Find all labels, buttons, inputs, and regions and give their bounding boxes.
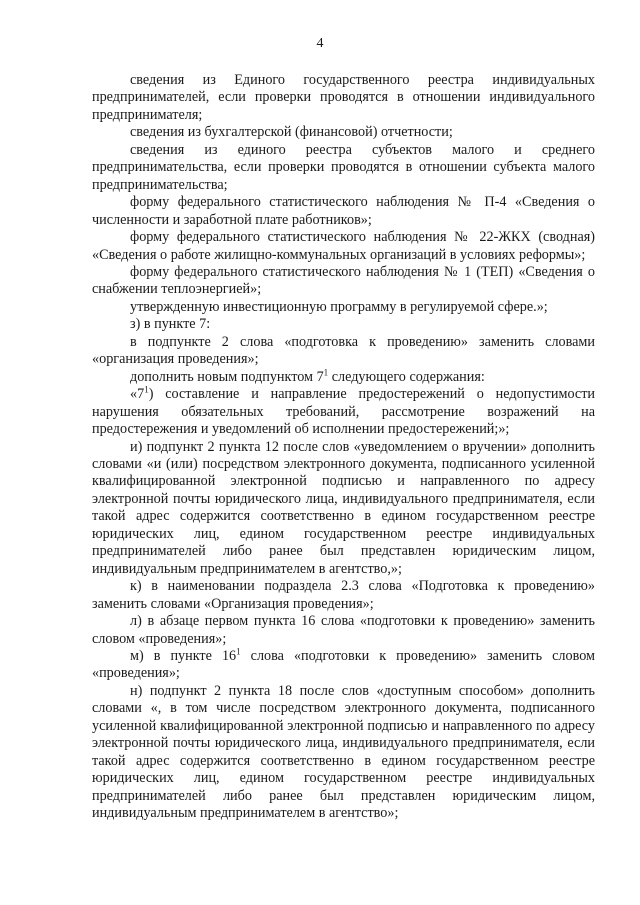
- paragraph: форму федерального статистического наблюдения № 22-ЖКХ (сводная) «Сведения о работе жилищно-коммунальных организаций в условиях реформы»;: [92, 229, 595, 263]
- paragraph: сведения из Единого государственного реестра индивидуальных предпринимателей, если проверки проводятся в отношении индивидуального предпринимателя;: [92, 72, 595, 123]
- paragraph: форму федерального статистического наблюдения № 1 (ТЕП) «Сведения о снабжении теплоэнергией»;: [92, 263, 595, 298]
- paragraph: в подпункте 2 слова «подготовка к проведению» заменить словами «организация проведения»;: [92, 333, 595, 368]
- paragraph: форму федерального статистического наблюдения № П-4 «Сведения о численности и заработной плате работников»;: [92, 194, 595, 228]
- paragraph: сведения из бухгалтерской (финансовой) отчетности;: [130, 124, 453, 141]
- paragraph: к) в наименовании подраздела 2.3 слова «Подготовка к проведению» заменить словами «Организация проведения»;: [92, 578, 595, 612]
- document-body: [92, 72, 595, 822]
- paragraph: дополнить новым подпунктом $7^1$ следующего содержания:: [130, 366, 485, 385]
- paragraph: сведения из единого реестра субъектов малого и среднего предпринимательства, если проверки проводятся в отношении субъекта малого предпринимательства;: [92, 141, 595, 193]
- page-number: 4: [316, 36, 324, 51]
- paragraph: н) подпункт 2 пункта 18 после слов «доступным способом» дополнить словами «, в том числе посредством электронного документа, подписанного усиленной квалифицированной электронной подписью и направленного по адресу электронной почты юридического лица, индивидуального предпринимателя, если такой адрес содержится соответственно в едином государственном реестре юридических лиц, едином государственном реестре индивидуальных предпринимателей либо ранее был представлен юридическим лицом, индивидуальным предпринимателем в агентство»;: [92, 682, 595, 822]
- paragraph: л) в абзаце первом пункта 16 слова «подготовки к проведению» заменить словом «проведения»;: [92, 613, 595, 647]
- paragraph: и) подпункт 2 пункта 12 после слов «уведомлением о вручении» дополнить словами «и (или) посредством электронного документа, подписанного усиленной квалифицированной электронной подписью и направленного по адресу электронной почты юридического лица, индивидуального предпринимателя, если такой адрес содержится соответственно в едином государственном реестре юридических лиц, едином государственном реестре индивидуальных предпринимателей либо ранее был представлен юридическим лицом, индивидуальным предпринимателем в агентство,»;: [92, 438, 595, 577]
- paragraph: «$7^1$) составление и направление предостережений о недопустимости нарушения обязательных требований, рассмотрение возражений на предостережения и уведомлений об исполнении предостережений;»;: [92, 384, 595, 438]
- superscript-marker: 1: [323, 366, 329, 377]
- paragraph: м) в пункте $16^1$ слова «подготовки к проведению» заменить словом «проведения»;: [92, 646, 595, 682]
- superscript-marker: 1: [144, 384, 149, 395]
- superscript-marker: 1: [236, 646, 241, 657]
- paragraph: утвержденную инвестиционную программу в регулируемой сфере.»;: [130, 298, 548, 315]
- paragraph: з) в пункте 7:: [130, 316, 211, 333]
